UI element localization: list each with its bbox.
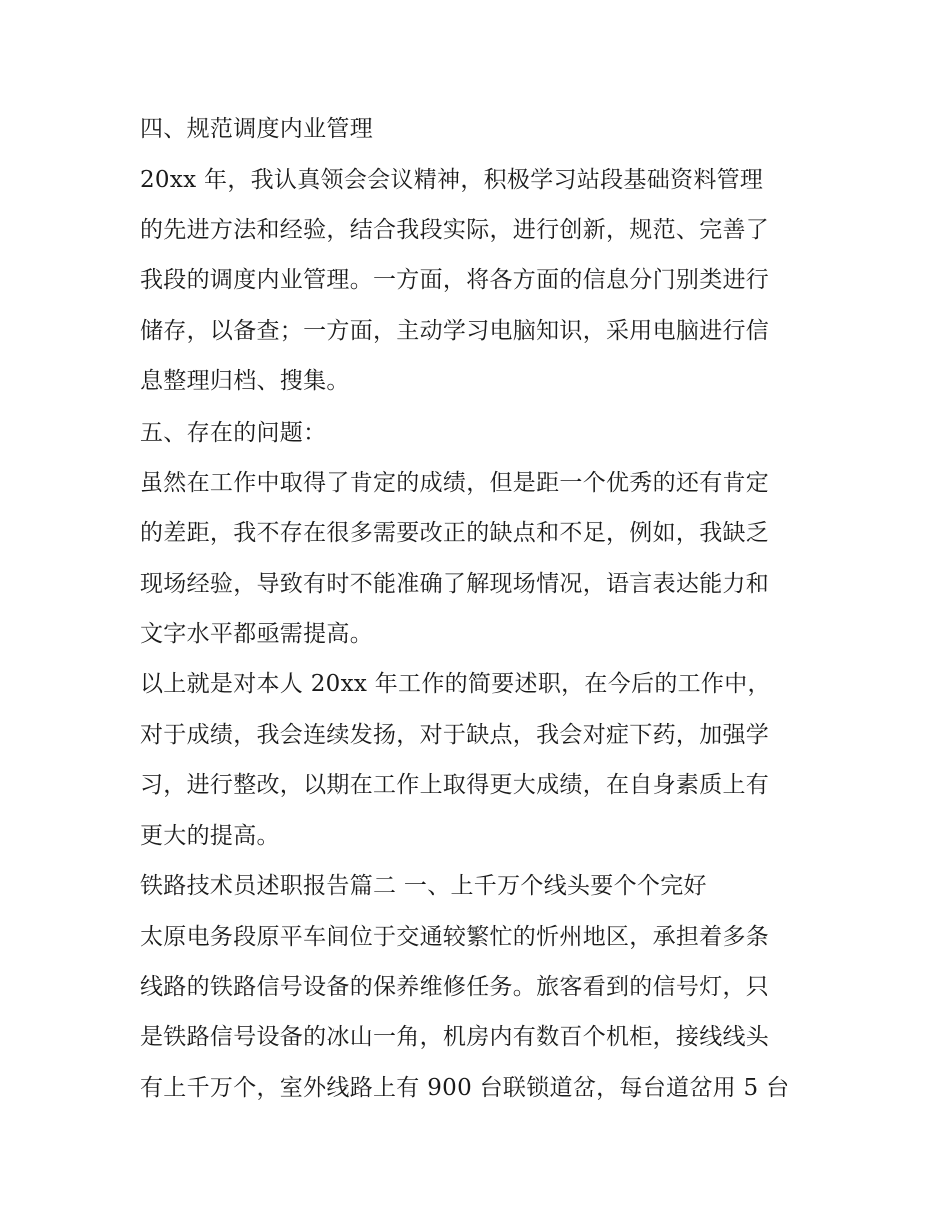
report-heading: 铁路技术员述职报告篇二 一、上千万个线头要个个完好 bbox=[140, 873, 707, 899]
paragraph-line: 线路的铁路信号设备的保养维修任务。旅客看到的信号灯，只 bbox=[140, 974, 770, 1000]
paragraph-line: 太原电务段原平车间位于交通较繁忙的忻州地区，承担着多条 bbox=[140, 924, 770, 950]
paragraph-line: 的差距，我不存在很多需要改正的缺点和不足，例如，我缺乏 bbox=[140, 520, 770, 546]
paragraph-line: 息整理归档、搜集。 bbox=[140, 368, 350, 394]
paragraph-line: 习，进行整改，以期在工作上取得更大成绩，在自身素质上有 bbox=[140, 772, 770, 798]
paragraph-line: 储存，以备查；一方面，主动学习电脑知识，采用电脑进行信 bbox=[140, 318, 770, 344]
paragraph-line: 是铁路信号设备的冰山一角，机房内有数百个机柜，接线线头 bbox=[140, 1024, 770, 1050]
paragraph-line: 更大的提高。 bbox=[140, 823, 280, 849]
section-heading-5: 五、存在的问题： bbox=[140, 420, 327, 446]
paragraph-line: 我段的调度内业管理。一方面，将各方面的信息分门别类进行 bbox=[140, 267, 770, 293]
paragraph-line: 文字水平都亟需提高。 bbox=[140, 621, 373, 647]
section-heading-4: 四、规范调度内业管理 bbox=[140, 116, 373, 142]
paragraph-line: 以上就是对本人 20xx 年工作的简要述职，在今后的工作中， bbox=[140, 671, 771, 697]
paragraph-line: 有上千万个，室外线路上有 900 台联锁道岔，每台道岔用 5 台 bbox=[140, 1075, 790, 1101]
paragraph-line: 20xx 年，我认真领会会议精神，积极学习站段基础资料管理 bbox=[140, 167, 764, 193]
paragraph-line: 现场经验，导致有时不能准确了解现场情况，语言表达能力和 bbox=[140, 571, 770, 597]
paragraph-line: 的先进方法和经验，结合我段实际，进行创新，规范、完善了 bbox=[140, 217, 770, 243]
paragraph-line: 对于成绩，我会连续发扬，对于缺点，我会对症下药，加强学 bbox=[140, 722, 770, 748]
paragraph-line: 虽然在工作中取得了肯定的成绩，但是距一个优秀的还有肯定 bbox=[140, 470, 770, 496]
